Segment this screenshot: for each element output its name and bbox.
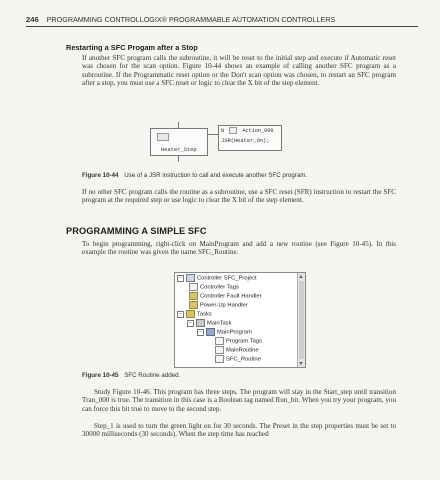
action-name: Action_000 — [242, 127, 274, 134]
collapse-icon[interactable]: − — [177, 311, 184, 318]
tree-item-mainprogram[interactable] — [197, 328, 252, 337]
tree-item-label: Power-Up Handler — [200, 302, 248, 309]
tree-item-label: MainTask — [207, 320, 232, 327]
action-connector — [207, 134, 218, 135]
paragraph-restart: If another SFC program calls the subroutine, it will be reset to the initial step and execute if Automatic reset was chosen for the scan option. Figure 10-44 shows an example of calling another SFC program as a subroutine. If the Programmatic reset option or the Don't scan option was chosen, to restart an SFC program after a stop, you must use a SFC reset or logic to clear the X bit of the step element. — [82, 54, 396, 87]
scroll-down-icon[interactable] — [299, 362, 303, 365]
tree-item-label: MainProgram — [217, 329, 252, 336]
figure-45-number: Figure 10-45 — [82, 372, 119, 379]
tree-item-label: Controller Fault Handler — [200, 293, 262, 300]
tree-scrollbar[interactable] — [297, 273, 305, 367]
paragraph-step1: Step_1 is used to turn the green light on for 30 seconds. The Preset in the step properties must be set to 30000 milliseconds (30 seconds). When the step time has reached — [82, 422, 396, 439]
sfc-routine-icon — [215, 355, 224, 363]
tree-item-program-tags[interactable] — [215, 337, 262, 346]
tags-icon — [189, 283, 198, 291]
paragraph-study: Study Figure 10-46. This program has three steps. The program will stay in the Start_step until transition Tran_000 is true. The transition in this case is a Boolean tag named Run_bit. When you try your program, you can force this bit true to move to the second step. — [82, 388, 396, 413]
tree-item-fault-handler[interactable] — [189, 292, 262, 301]
jsr-instruction: JSR(Heater_On); — [221, 138, 270, 144]
tree-item-label: MainRoutine — [226, 347, 259, 354]
section-heading-simple-sfc: PROGRAMMING A SIMPLE SFC — [66, 226, 207, 236]
folder-icon — [189, 301, 198, 309]
folder-icon — [186, 310, 195, 318]
link-bottom — [178, 155, 179, 162]
action-box — [218, 125, 282, 151]
figure-45-caption — [82, 372, 180, 379]
tree-item-mainroutine[interactable] — [215, 346, 259, 355]
tree-item-powerup-handler[interactable] — [189, 301, 248, 310]
tree-item-label: Tasks — [197, 311, 212, 318]
tree-item-tasks[interactable] — [177, 310, 212, 319]
controller-icon — [186, 274, 195, 282]
tree-item-sfc-routine[interactable] — [215, 355, 261, 364]
step-label: Heater_Step — [161, 147, 197, 153]
routine-icon — [215, 346, 224, 354]
tree-item-label: Controller SFC_Project — [197, 275, 257, 282]
tree-item-label: Program Tags — [226, 338, 262, 345]
tree-item-controller-tags[interactable] — [189, 283, 239, 292]
action-checkbox-icon — [229, 127, 237, 134]
scroll-thumb[interactable] — [299, 281, 304, 359]
collapse-icon[interactable]: − — [187, 320, 194, 327]
task-icon — [196, 319, 205, 327]
paragraph-begin: To begin programming, right-click on MainProgram and add a new routine (see Figure 10-45). In this example the routine was given the name SFC_Routine. — [82, 240, 396, 257]
section-heading-restart: Restarting a SFC Progam after a Stop — [66, 43, 198, 52]
page-number: 246 — [26, 15, 39, 24]
tree-item-maintask[interactable] — [187, 319, 231, 328]
scroll-up-icon[interactable] — [299, 275, 303, 278]
paragraph-sfr: If no other SFC program calls the routine as a subroutine, use a SFC reset (SFR) instruction to restart the SFC program at the required step or use logic to clear the X bit of the step element. — [82, 188, 396, 205]
tree-item-label: Controller Tags — [200, 284, 239, 291]
figure-44-text: Use of a JSR instruction to call and execute another SFC program. — [124, 172, 308, 179]
jsr-diagram — [150, 122, 290, 162]
figure-44-number: Figure 10-44 — [82, 172, 119, 179]
header-rule — [26, 26, 418, 27]
folder-icon — [189, 292, 198, 300]
step-icon — [157, 133, 169, 141]
collapse-icon[interactable]: − — [177, 275, 184, 282]
figure-44-caption — [82, 172, 307, 179]
controller-organizer-tree — [174, 272, 306, 368]
running-title: PROGRAMMING CONTROLLOGIX® PROGRAMMABLE AUTOMATION CONTROLLERS — [46, 15, 336, 24]
tree-item-label: SFC_Routine — [226, 356, 261, 363]
collapse-icon[interactable]: − — [197, 329, 204, 336]
qualifier-n: N — [221, 127, 225, 134]
figure-45-text: SFC Routine added. — [124, 372, 181, 379]
tree-item-controller[interactable] — [177, 274, 257, 283]
step-box — [150, 128, 208, 156]
program-icon — [206, 328, 215, 336]
tags-icon — [215, 337, 224, 345]
